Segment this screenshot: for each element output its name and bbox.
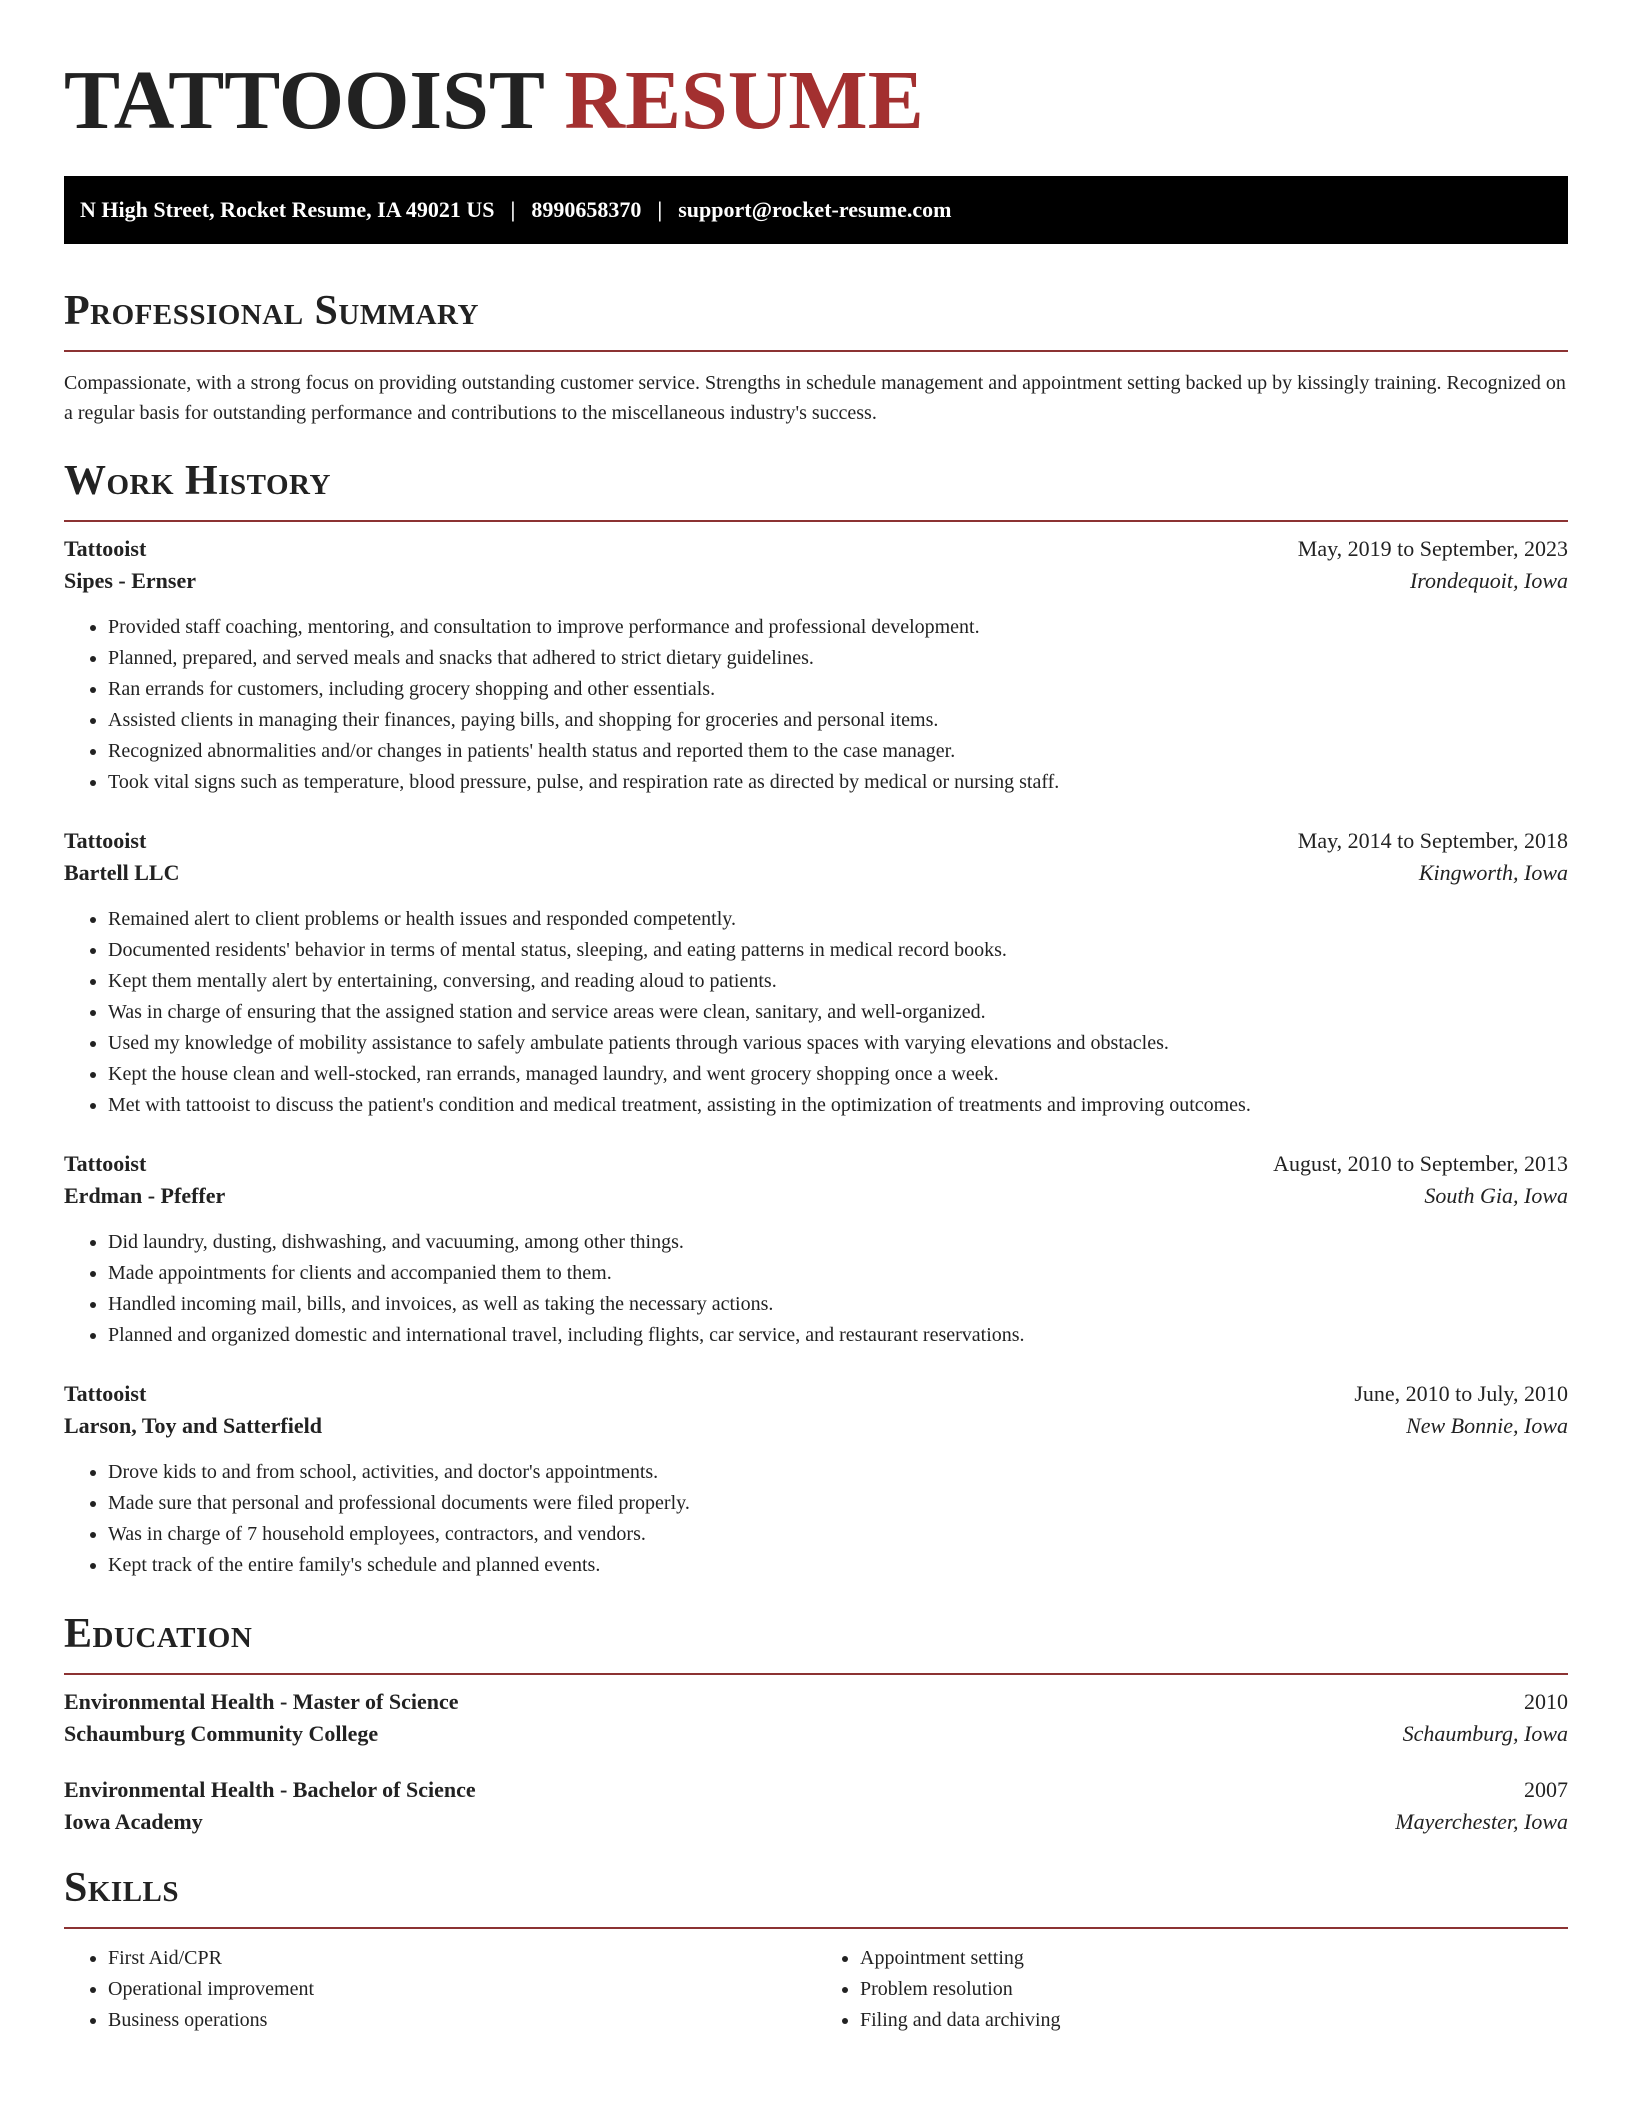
contact-address: N High Street, Rocket Resume, IA 49021 US — [80, 197, 495, 222]
job-title-row — [64, 1381, 1568, 1407]
contact-email: support@rocket-resume.com — [678, 197, 952, 222]
skills-heading: Skills — [64, 1865, 180, 1911]
work-heading: Work History — [64, 458, 331, 504]
contact-phone: 8990658370 — [531, 197, 642, 222]
job-location: Kingworth, Iowa — [1418, 860, 1568, 885]
job-company-row — [64, 1183, 1568, 1209]
contact-separator: | — [657, 197, 663, 222]
summary-section — [64, 286, 1568, 428]
education-entry — [64, 1777, 1568, 1835]
education-section — [64, 1609, 1568, 1835]
education-location: Mayerchester, Iowa — [1395, 1809, 1568, 1834]
job-bullet: • Kept the house clean and well-stocked, ran errands, managed laundry, and went grocery shopping once a week. — [108, 1059, 1568, 1090]
job-title-row — [64, 536, 1568, 562]
job-company: Erdman - Pfeffer — [64, 1183, 226, 1208]
education-school: Iowa Academy — [64, 1809, 203, 1834]
education-school-row — [64, 1721, 1568, 1747]
job-title: Tattooist — [64, 828, 147, 853]
job-bullet: • Met with tattooist to discuss the patient's condition and medical treatment, assisting in the optimization of treatments and improving outcomes. — [108, 1090, 1568, 1121]
job-bullet: • Planned, prepared, and served meals and snacks that adhered to strict dietary guidelines. — [108, 643, 1568, 674]
section-divider — [64, 1927, 1568, 1929]
job-bullet: • Remained alert to client problems or health issues and responded competently. — [108, 904, 1568, 935]
job-bullet: • Handled incoming mail, bills, and invoices, as well as taking the necessary actions. — [108, 1289, 1568, 1320]
job-bullets — [64, 1227, 1568, 1351]
job-list — [64, 536, 1568, 1581]
title-part-1: TATTOOIST — [64, 54, 544, 147]
job-bullet: • Kept track of the entire family's schedule and planned events. — [108, 1550, 1568, 1581]
job-bullet: • Ran errands for customers, including grocery shopping and other essentials. — [108, 674, 1568, 705]
job-entry — [64, 828, 1568, 1121]
job-location: New Bonnie, Iowa — [1406, 1413, 1568, 1438]
section-divider — [64, 350, 1568, 352]
education-school: Schaumburg Community College — [64, 1721, 379, 1746]
education-degree-row — [64, 1777, 1568, 1803]
skill-item: • Filing and data archiving — [860, 2005, 1568, 2036]
job-bullet: • Documented residents' behavior in terms of mental status, sleeping, and eating patterns in medical record books. — [108, 935, 1568, 966]
summary-heading: Professional Summary — [64, 288, 479, 334]
job-dates: May, 2014 to September, 2018 — [1297, 828, 1568, 853]
education-degree: Environmental Health - Bachelor of Science — [64, 1777, 476, 1802]
skills-section — [64, 1863, 1568, 2036]
job-bullet: • Used my knowledge of mobility assistance to safely ambulate patients through various spaces with varying elevations and obstacles. — [108, 1028, 1568, 1059]
job-bullets — [64, 904, 1568, 1121]
job-bullet: • Made sure that personal and professional documents were filed properly. — [108, 1488, 1568, 1519]
job-company-row — [64, 568, 1568, 594]
skills-right-column — [816, 1943, 1568, 2036]
skill-item: • Operational improvement — [108, 1974, 816, 2005]
job-title-row — [64, 1151, 1568, 1177]
work-section — [64, 456, 1568, 1581]
resume-title — [64, 0, 1568, 147]
job-bullet: • Assisted clients in managing their finances, paying bills, and shopping for groceries and personal items. — [108, 705, 1568, 736]
job-bullet: • Drove kids to and from school, activities, and doctor's appointments. — [108, 1457, 1568, 1488]
education-location: Schaumburg, Iowa — [1402, 1721, 1568, 1746]
job-location: Irondequoit, Iowa — [1409, 568, 1568, 593]
job-bullet: • Recognized abnormalities and/or changes in patients' health status and reported them to the case manager. — [108, 736, 1568, 767]
job-bullet: • Did laundry, dusting, dishwashing, and vacuuming, among other things. — [108, 1227, 1568, 1258]
education-school-row — [64, 1809, 1568, 1835]
skill-item: • Problem resolution — [860, 1974, 1568, 2005]
job-dates: May, 2019 to September, 2023 — [1297, 536, 1568, 561]
skill-item: • First Aid/CPR — [108, 1943, 816, 1974]
section-divider — [64, 520, 1568, 522]
job-title: Tattooist — [64, 536, 147, 561]
education-degree: Environmental Health - Master of Science — [64, 1689, 459, 1714]
job-company: Bartell LLC — [64, 860, 180, 885]
skill-item: • Business operations — [108, 2005, 816, 2036]
skills-columns — [64, 1943, 1568, 2036]
job-location: South Gia, Iowa — [1424, 1183, 1568, 1208]
job-title: Tattooist — [64, 1151, 147, 1176]
job-bullet: • Was in charge of 7 household employees, contractors, and vendors. — [108, 1519, 1568, 1550]
job-company-row — [64, 1413, 1568, 1439]
skill-item: • Appointment setting — [860, 1943, 1568, 1974]
job-bullets — [64, 1457, 1568, 1581]
job-company: Sipes - Ernser — [64, 568, 196, 593]
section-divider — [64, 1673, 1568, 1675]
education-list — [64, 1689, 1568, 1835]
job-bullet: • Kept them mentally alert by entertaining, conversing, and reading aloud to patients. — [108, 966, 1568, 997]
job-dates: June, 2010 to July, 2010 — [1354, 1381, 1568, 1406]
job-bullet: • Provided staff coaching, mentoring, and consultation to improve performance and professional development. — [108, 612, 1568, 643]
job-entry — [64, 1151, 1568, 1351]
job-entry — [64, 1381, 1568, 1581]
job-bullet: • Made appointments for clients and accompanied them to them. — [108, 1258, 1568, 1289]
contact-bar — [64, 176, 1568, 244]
education-heading: Education — [64, 1611, 253, 1657]
job-dates: August, 2010 to September, 2013 — [1273, 1151, 1568, 1176]
contact-separator: | — [510, 197, 516, 222]
job-entry — [64, 536, 1568, 798]
job-bullet: • Planned and organized domestic and international travel, including flights, car service, and restaurant reservations. — [108, 1320, 1568, 1351]
summary-text: Compassionate, with a strong focus on providing outstanding customer service. Strengths in schedule management and appointment setting backed up by kissingly training. Recognized on a regular basis for outstanding performance and contributions to the miscellaneous industry's success. — [64, 372, 1566, 424]
title-part-2: RESUME — [564, 54, 924, 147]
job-bullet: • Took vital signs such as temperature, blood pressure, pulse, and respiration rate as directed by medical or nursing staff. — [108, 767, 1568, 798]
job-company-row — [64, 860, 1568, 886]
job-bullets — [64, 612, 1568, 798]
education-entry — [64, 1689, 1568, 1747]
job-company: Larson, Toy and Satterfield — [64, 1413, 322, 1438]
job-title: Tattooist — [64, 1381, 147, 1406]
education-year: 2007 — [1524, 1777, 1568, 1802]
skills-left-column — [64, 1943, 816, 2036]
education-year: 2010 — [1524, 1689, 1568, 1714]
job-title-row — [64, 828, 1568, 854]
job-bullet: • Was in charge of ensuring that the assigned station and service areas were clean, sanitary, and well-organized. — [108, 997, 1568, 1028]
education-degree-row — [64, 1689, 1568, 1715]
